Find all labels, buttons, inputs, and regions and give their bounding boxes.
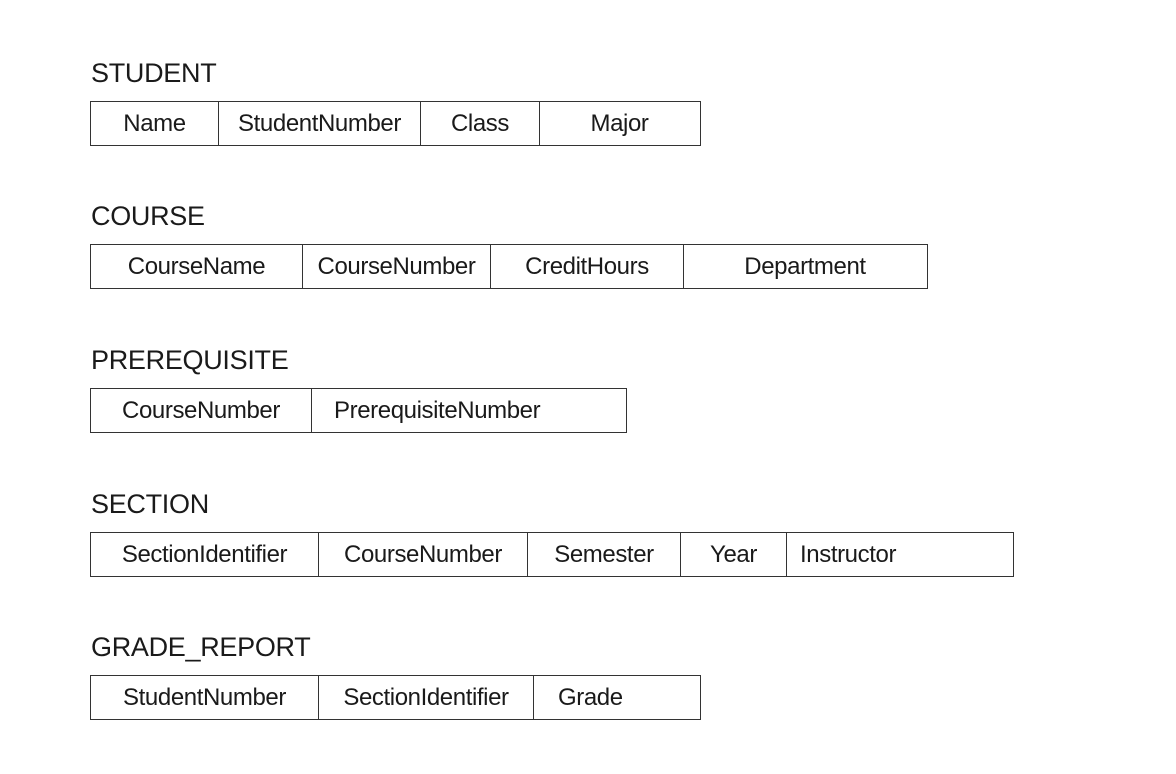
attribute-cell: StudentNumber	[91, 676, 319, 719]
attribute-row	[90, 388, 627, 433]
attribute-cell: Major	[590, 109, 649, 137]
attribute-cell: CourseNumber	[319, 533, 528, 576]
relation-name: COURSE	[91, 201, 205, 231]
attribute-row	[90, 532, 1014, 577]
attribute-cell: SectionIdentifier	[91, 533, 319, 576]
attribute-cell: SectionIdentifier	[319, 676, 534, 719]
attribute-cell: CreditHours	[491, 245, 684, 288]
attribute-cell: Class	[421, 102, 540, 145]
attribute-row	[90, 101, 701, 146]
attribute-row	[90, 244, 928, 289]
attribute-cell: StudentNumber	[219, 102, 421, 145]
attribute-cell: CourseNumber	[91, 389, 312, 432]
attribute-cell: Department	[744, 252, 866, 280]
attribute-cell: PrerequisiteNumber	[334, 396, 541, 424]
attribute-cell: Grade	[558, 683, 623, 711]
attribute-cell: CourseName	[91, 245, 303, 288]
attribute-cell: CourseNumber	[303, 245, 491, 288]
relation-name: SECTION	[91, 489, 209, 519]
attribute-cell: Semester	[528, 533, 681, 576]
relation-name: PREREQUISITE	[91, 345, 289, 375]
attribute-row	[90, 675, 701, 720]
attribute-cell: Name	[91, 102, 219, 145]
relation-name: GRADE_REPORT	[91, 632, 311, 662]
attribute-cell: Instructor	[800, 540, 897, 568]
relation-name: STUDENT	[91, 58, 217, 88]
attribute-cell: Year	[681, 533, 787, 576]
